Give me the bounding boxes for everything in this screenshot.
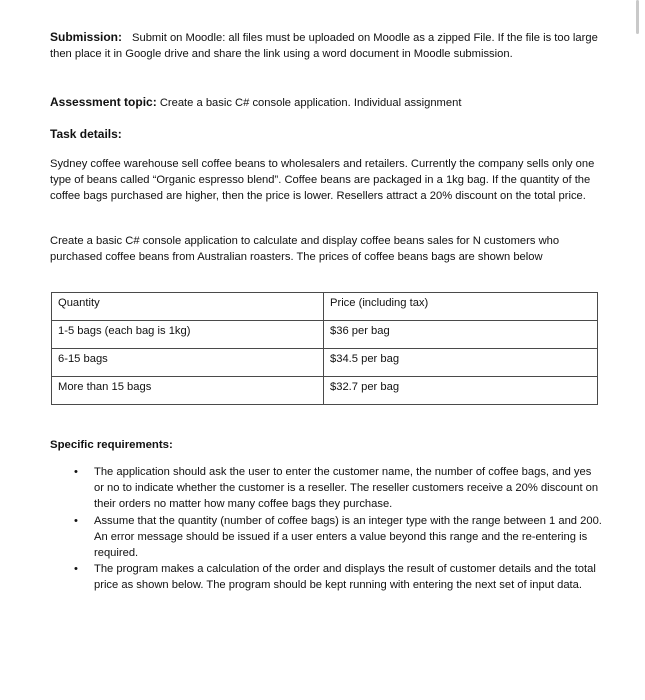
assessment-text: Create a basic C# console application. Individual assignment [159,97,462,109]
price-table [51,292,598,405]
table-header-cell: Price (including tax) [324,293,598,321]
bullet-icon: • [74,514,78,527]
table-header-cell: Quantity [52,293,324,321]
table-cell: 6-15 bags [52,349,324,377]
assessment-paragraph [50,94,602,111]
list-item [74,513,602,562]
table-cell: More than 15 bags [52,377,324,405]
bullet-icon: • [74,466,78,478]
table-header-row [52,293,598,321]
table-row [52,377,598,405]
scrollbar[interactable] [636,0,639,34]
table-cell: $36 per bag [324,321,598,349]
list-item-text: Assume that the quantity (number of coffee bags) is an integer type with the range between 1 and 200. An error message should be issued if a user enters a value beyond this range and the re-entering is required. [94,514,602,560]
requirements-list [74,464,602,594]
list-item [74,464,602,513]
assessment-label: Assessment topic: [50,95,157,109]
bullet-icon: • [74,563,78,576]
list-item-text: The program makes a calculation of the order and displays the result of customer details and the total price as shown below. The program should be kept running with entering the next set of input data. [94,563,596,592]
submission-paragraph [50,29,602,62]
table-cell: $32.7 per bag [324,377,598,405]
table-row [52,349,598,377]
task-paragraph-1: Sydney coffee warehouse sell coffee beans to wholesalers and retailers. Currently the company sells only one type of beans called “Organic espresso blend”. Coffee beans are packaged in a 1kg bag. If the quantity of the coffee bags purchased are higher, then the price is lower. Resellers attract a 20% discount on the total price. [50,158,595,203]
task-details-heading: Task details: [50,127,122,141]
task-paragraph-2: Create a basic C# console application to calculate and display coffee beans sales for N customers who purchased coffee beans from Australian roasters. The prices of coffee beans bags are shown below [50,235,560,264]
table-row [52,321,598,349]
submission-label: Submission: [50,30,123,44]
list-item [74,561,602,593]
table-cell: 1-5 bags (each bag is 1kg) [52,321,324,349]
table-cell: $34.5 per bag [324,349,598,377]
list-item-text: The application should ask the user to enter the customer name, the number of coffee bags, and yes or no to indicate whether the customer is a reseller. The reseller customers receive a 20% discount on their orders no matter how many coffee bags they purchase. [94,466,599,511]
requirements-heading: Specific requirements: [50,439,173,451]
submission-text: Submit on Moodle: all files must be uploaded on Moodle as a zipped File. If the file is too large then place it in Google drive and share the link using a word document in Moodle submission. [50,32,598,61]
